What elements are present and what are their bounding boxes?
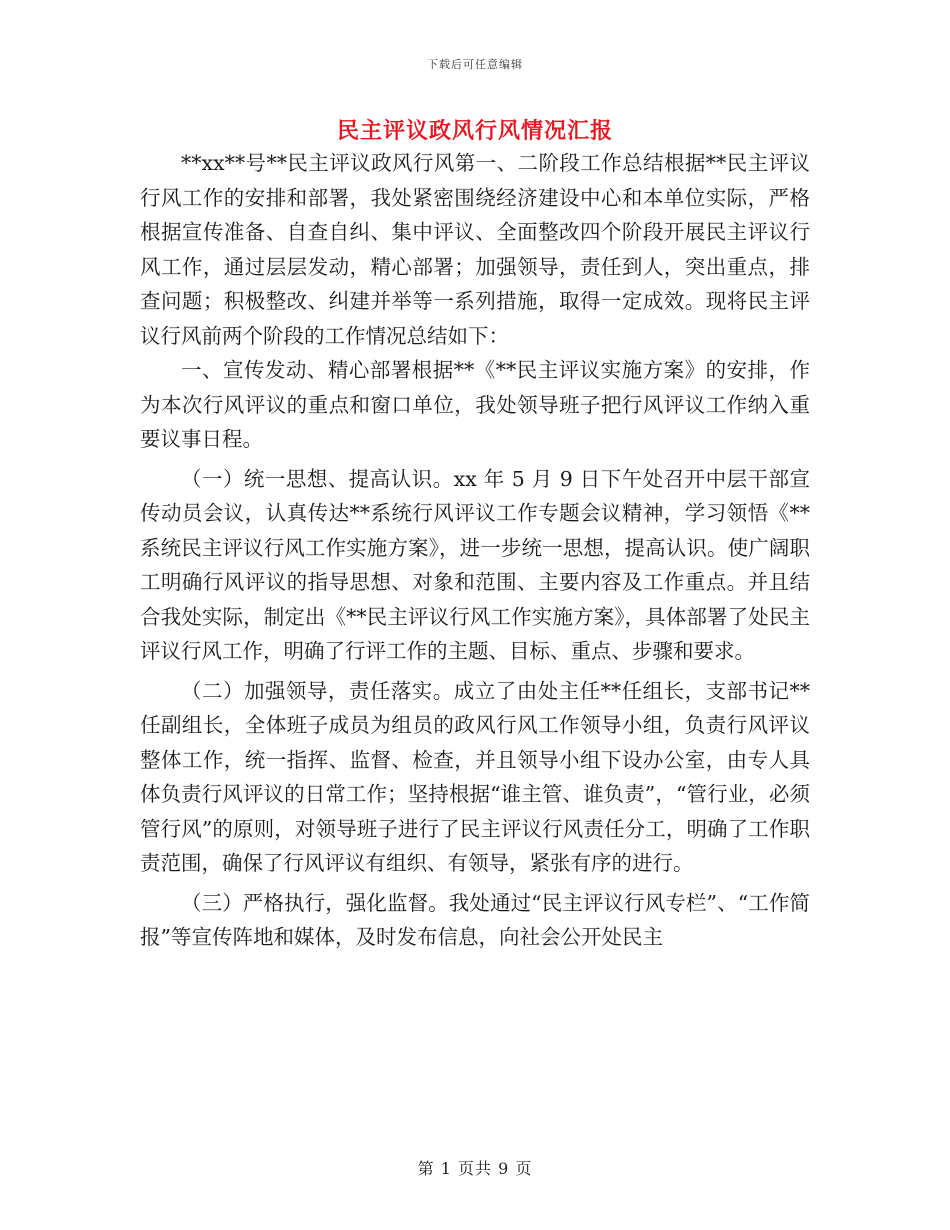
page-footer: 第 1 页共 9 页 (417, 1159, 533, 1178)
paragraph-section-1: 一、宣传发动、精心部署根据**《**民主评议实施方案》的安排，作为本次行风评议的重点和窗口单位，我处领导班子把行风评议工作纳入重要议事日程。 (140, 358, 810, 451)
document-title: 民主评议政风行风情况汇报 (336, 118, 613, 144)
paragraph-item-1: （一）统一思想、提高认识。xx 年 5 月 9 日下午处召开中层干部宣传动员会议，认真传达**系统行风评议工作专题会议精神，学习领悟《**系统民主评议行风工作实施方案》，进一步统一思想，提高认识。使广阔职工明确行风评议的指导思想、对象和范围、主要内容及工作重点。并且结合我处实际，制定出《**民主评议行风工作实施方案》，具体部署了处民主评议行风工作，明确了行评工作的主题、目标、重点、步骤和要求。 (140, 466, 810, 663)
paragraph-intro: **xx**号**民主评议政风行风第一、二阶段工作总结根据**民主评议行风工作的安排和部署，我处紧密围绕经济建设中心和本单位实际，严格根据宣传准备、自查自纠、集中评议、全面整改四个阶段开展民主评议行风工作，通过层层发动，精心部署；加强领导，责任到人，突出重点，排查问题；积极整改、纠建并举等一系列措施，取得一定成效。现将民主评议行风前两个阶段的工作情况总结如下： (140, 151, 810, 348)
document-body (140, 146, 810, 955)
paragraph-item-2: （二）加强领导，责任落实。成立了由处主任**任组长，支部书记**任副组长，全体班子成员为组员的政风行风工作领导小组，负责行风评议整体工作，统一指挥、监督、检查，并且领导小组下设办公室，由专人具体负责行风评议的日常工作；坚持根据“谁主管、谁负责”，“管行业，必须管行风”的原则，对领导班子进行了民主评议行风责任分工，明确了工作职责范围，确保了行风评议有组织、有领导，紧张有序的进行。 (140, 678, 810, 875)
paragraph-item-3: （三）严格执行，强化监督。我处通过“民主评议行风专栏”、“工作简报”等宣传阵地和媒体，及时发布信息，向社会公开处民主 (140, 890, 810, 949)
header-note: 下载后可任意编辑 (427, 58, 523, 71)
